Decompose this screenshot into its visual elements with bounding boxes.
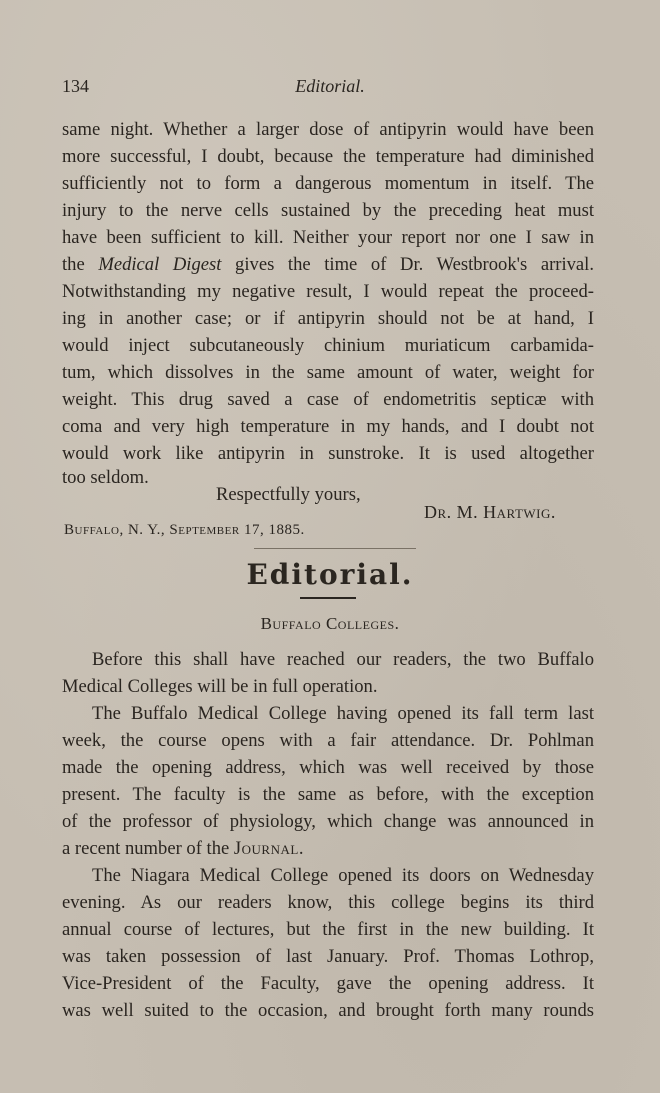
signature: Dr. M. Hartwig. xyxy=(424,502,556,522)
letter-line: would inject subcutaneously chinium muriaticum carbamida- xyxy=(62,335,594,356)
text-span: the xyxy=(62,254,99,275)
letter-line: coma and very high temperature in my hands, and I doubt not xyxy=(62,416,594,437)
letter-line-italic xyxy=(62,253,594,277)
divider xyxy=(254,548,416,549)
letter-line: injury to the nerve cells sustained by the preceding heat must xyxy=(62,200,594,221)
letter-line: same night. Whether a larger dose of antipyrin would have been xyxy=(62,119,594,140)
title-underline xyxy=(300,597,356,599)
letter-line: would work like antipyrin in sunstroke. It is used altogether xyxy=(62,443,594,464)
paragraph-line: Before this shall have reached our readers, the two Buffalo xyxy=(92,649,594,670)
paragraph-line: annual course of lectures, but the first in the new building. It xyxy=(62,919,594,940)
letter-line: tum, which dissolves in the same amount of water, weight for xyxy=(62,362,594,383)
dateline: Buffalo, N. Y., September 17, 1885. xyxy=(64,522,305,538)
paragraph-line: The Niagara Medical College opened its doors on Wednesday xyxy=(92,865,594,886)
letter-line: more successful, I doubt, because the temperature had diminished xyxy=(62,146,594,167)
paragraph-line: present. The faculty is the same as before, with the exception xyxy=(62,784,594,805)
closing: Respectfully yours, xyxy=(216,484,361,505)
subsection-title: Buffalo Colleges. xyxy=(260,614,400,633)
journal-name: Journal. xyxy=(233,838,304,859)
page-number: 134 xyxy=(62,76,89,96)
paragraph-line: The Buffalo Medical College having opened its fall term last xyxy=(92,703,594,724)
paragraph-line: was taken possession of last January. Prof. Thomas Lothrop, xyxy=(62,946,594,967)
paragraph-line: was well suited to the occasion, and brought forth many rounds xyxy=(62,1000,594,1021)
paragraph-line: week, the course opens with a fair attendance. Dr. Pohlman xyxy=(62,730,594,751)
text-span: a recent number of the xyxy=(62,838,234,859)
letter-line: Notwithstanding my negative result, I would repeat the proceed- xyxy=(62,281,594,302)
letter-line: weight. This drug saved a case of endometritis septicæ with xyxy=(62,389,594,410)
letter-line: have been sufficient to kill. Neither your report nor one I saw in xyxy=(62,227,594,248)
paragraph-line-journal xyxy=(62,837,594,861)
letter-line: too seldom. xyxy=(62,467,149,488)
text-span: gives the time of Dr. Westbrook's arrival. xyxy=(221,254,594,275)
paragraph-line: of the professor of physiology, which change was announced in xyxy=(62,811,594,832)
paragraph-line: evening. As our readers know, this college begins its third xyxy=(62,892,594,913)
paragraph-line: made the opening address, which was well received by those xyxy=(62,757,594,778)
running-title: Editorial. xyxy=(295,76,365,96)
letter-line: sufficiently not to form a dangerous momentum in itself. The xyxy=(62,173,594,194)
paragraph-line: Vice-President of the Faculty, gave the opening address. It xyxy=(62,973,594,994)
section-title: Editorial. xyxy=(246,558,414,591)
paragraph-line: Medical Colleges will be in full operation. xyxy=(62,676,378,697)
letter-line: ing in another case; or if antipyrin should not be at hand, I xyxy=(62,308,594,329)
journal-title: Medical Digest xyxy=(98,254,222,275)
